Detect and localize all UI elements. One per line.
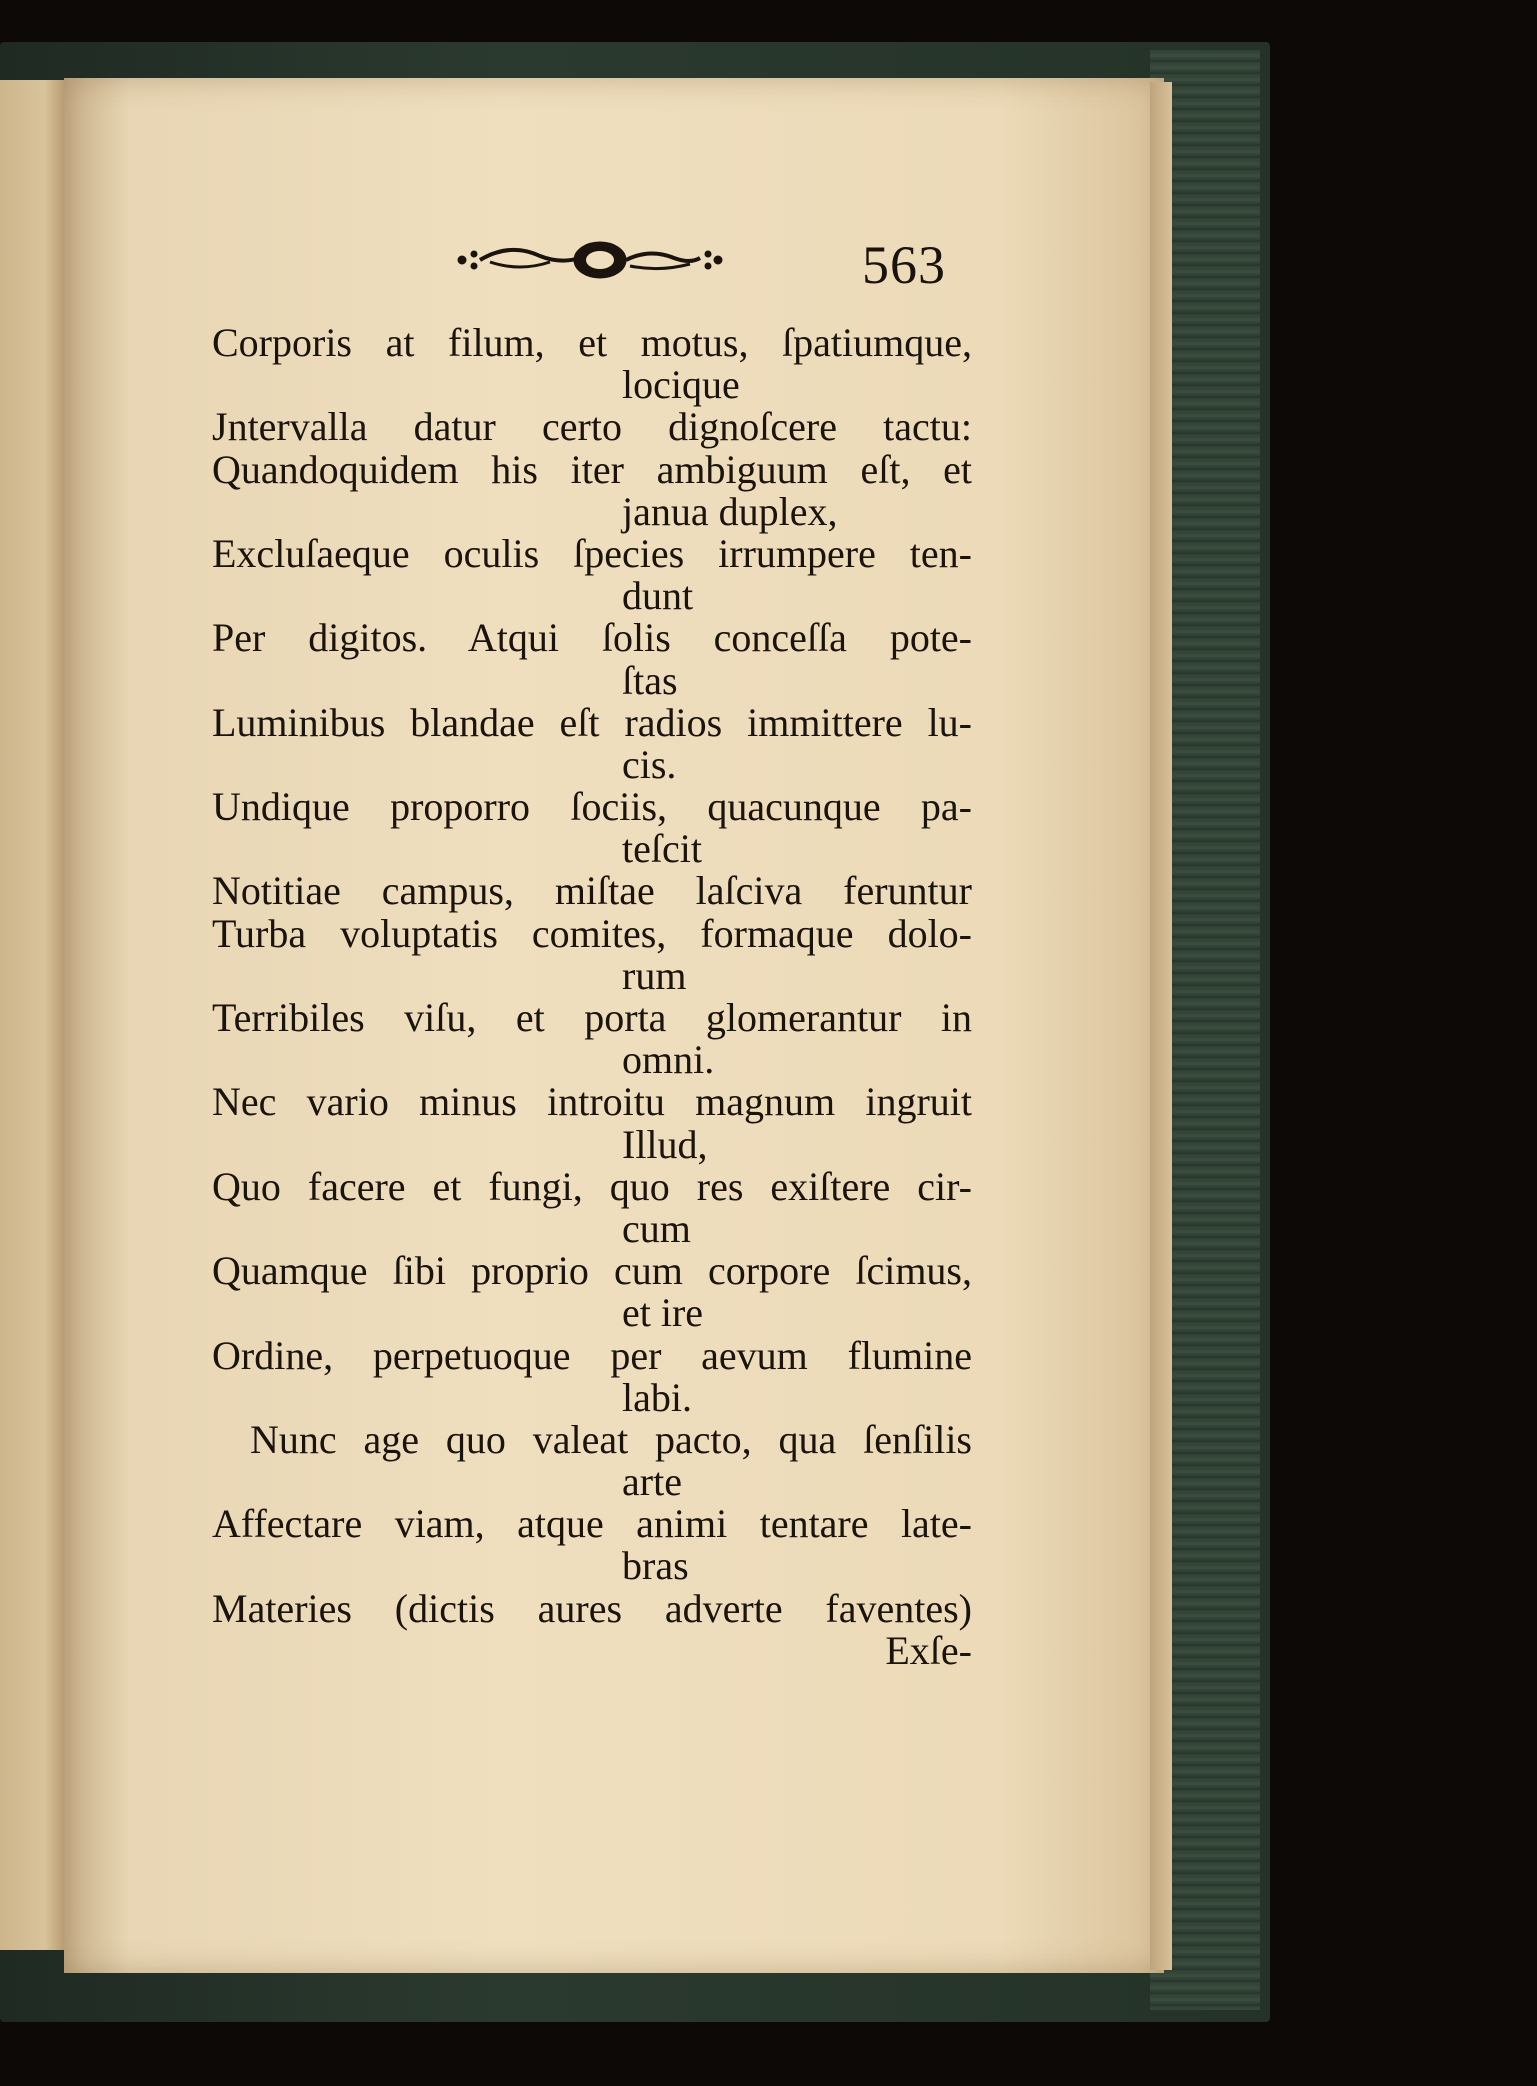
verse-text	[212, 322, 972, 1672]
headpiece-ornament-icon	[450, 232, 730, 288]
verse-line: teſcit	[622, 826, 702, 872]
verse-line: Undique proporro ſociis, quacunque pa-	[212, 784, 972, 830]
verse-line: omni.	[622, 1037, 715, 1083]
verse-line: Per digitos. Atqui ſolis conceſſa pote-	[212, 615, 972, 661]
page-edge	[1150, 82, 1172, 1970]
verse-line: Quandoquidem his iter ambiguum eſt, et	[212, 446, 972, 492]
verse-line: janua duplex,	[622, 488, 838, 534]
verse-line: cum	[622, 1205, 691, 1251]
catchword: Exſe-	[885, 1627, 972, 1673]
verse-line: Illud,	[622, 1121, 708, 1167]
verse-line: cis.	[622, 741, 677, 787]
verse-line: ſtas	[622, 657, 678, 703]
verse-line: Quo facere et fungi, quo res exiſtere cir-	[212, 1163, 972, 1209]
verse-line: Nunc age quo valeat pacto, qua ſenſilis	[250, 1416, 972, 1462]
facing-page-edge	[0, 80, 64, 1950]
verse-line: Terribiles viſu, et porta glomerantur in	[212, 995, 972, 1040]
verse-line: Corporis at filum, et motus, ſpatiumque,	[212, 320, 972, 365]
page-header	[450, 232, 970, 295]
verse-line: locique	[622, 362, 740, 408]
verse-line: dunt	[622, 573, 694, 619]
verse-line: Nec vario minus introitu magnum ingruit	[212, 1079, 972, 1125]
verse-line: bras	[622, 1543, 689, 1589]
verse-line: et ire	[622, 1290, 704, 1336]
verse-line: Turba voluptatis comites, formaque dolo-	[212, 910, 972, 956]
verse-line: Affectare viam, atque animi tentare late-	[212, 1501, 972, 1547]
verse-line: Notitiae campus, miſtae laſciva feruntur	[212, 868, 972, 914]
verse-line: Luminibus blandae eſt radios immittere lu-	[212, 699, 972, 745]
page-number: 563	[862, 235, 946, 295]
verse-line: Jntervalla datur certo dignoſcere tactu:	[212, 404, 972, 450]
verse-line: Materies (dictis aures adverte faventes)	[212, 1585, 972, 1631]
verse-line: Quamque ſibi proprio cum corpore ſcimus,	[212, 1248, 972, 1294]
verse-line: labi.	[622, 1374, 692, 1420]
verse-line: rum	[622, 952, 687, 998]
verse-line: Ordine, perpetuoque per aevum flumine	[212, 1332, 972, 1378]
verse-line: Excluſaeque oculis ſpecies irrumpere ten-	[212, 530, 972, 576]
verse-line: arte	[622, 1459, 682, 1505]
